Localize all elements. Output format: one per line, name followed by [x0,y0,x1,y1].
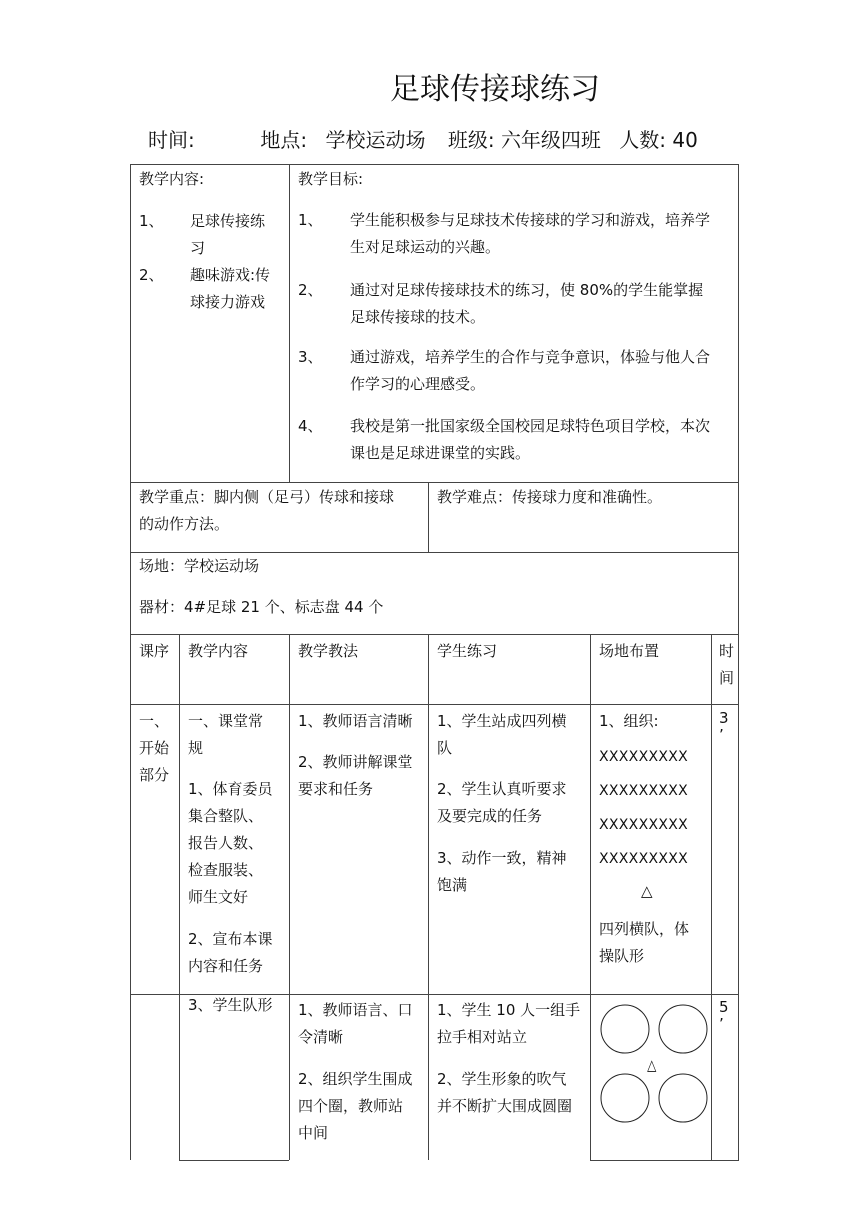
count-label: 人数: [619,128,667,152]
row1-content-9: 内容和任务 [188,957,264,975]
header-practice: 学生练习 [437,642,498,660]
goal-3-num: 3、 [298,348,323,366]
venue: 场地：学校运动场 [139,557,260,575]
row1-practice-5: 3、动作一致，精神 [437,849,567,867]
row1-time-mark: ’ [719,726,724,744]
goal-3-line1: 通过游戏，培养学生的合作与竞争意识，体验与他人合 [350,348,711,366]
formation-row-2: XXXXXXXXX [599,783,689,799]
row2-content: 3、学生队形 [188,996,273,1014]
row2-method-4: 四个圈，教师站 [298,1097,404,1115]
row1-layout-note-1: 四列横队，体 [599,920,690,938]
row2-method-2: 令清晰 [298,1028,344,1046]
row1-content-3: 1、体育委员 [188,780,273,798]
class-label: 班级: [447,128,495,152]
content-label: 教学内容: [139,170,205,188]
goal-2-num: 2、 [298,281,323,299]
goal-2-line2: 足球传接球的技术。 [350,308,486,326]
row1-practice-1: 1、学生站成四列横 [437,712,567,730]
circle-group-3 [601,1074,649,1122]
content-item-2-num: 2、 [139,266,164,284]
goal-4-num: 4、 [298,417,323,435]
row2-time: 5 [719,998,729,1016]
row1-method-1: 1、教师语言清晰 [298,712,413,730]
row1-layout-title: 1、组织: [599,712,659,730]
row1-practice-3: 2、学生认真听要求 [437,780,567,798]
place-value: 学校运动场 [325,128,426,152]
row1-method-2: 2、教师讲解课堂 [298,753,413,771]
goal-4-line2: 课也是足球进课堂的实践。 [350,444,531,462]
header-time-2: 间 [719,669,735,687]
row1-seq-3: 部分 [139,766,170,784]
row2-teacher-triangle-icon: △ [647,1056,657,1074]
header-method: 教学教法 [298,642,359,660]
time-label: 时间: [148,128,195,152]
page-title: 足球传接球练习 [390,72,600,107]
goal-1-line1: 学生能积极参与足球技术传接球的学习和游戏，培养学 [350,211,711,229]
row2-method-3: 2、组织学生围成 [298,1070,413,1088]
row1-content-8: 2、宣布本课 [188,930,273,948]
place-label: 地点: [260,128,308,152]
count-value: 40 [672,128,698,152]
row1-practice-2: 队 [437,739,453,757]
row1-seq-1: 一、 [139,712,170,730]
row2-method-1: 1、教师语言、口 [298,1001,413,1019]
formation-row-4: XXXXXXXXX [599,851,689,867]
goal-2-line1: 通过对足球传接球技术的练习，使 80%的学生能掌握 [350,281,704,299]
row2-practice-2: 拉手相对站立 [437,1028,528,1046]
content-item-1-text: 足球传接练习 [190,212,266,257]
row1-layout-note-2: 操队形 [599,947,645,965]
row1-content-7: 师生文好 [188,888,249,906]
goal-3-line2: 作学习的心理感受。 [350,375,486,393]
goal-1-line2: 生对足球运动的兴趣。 [350,238,501,256]
row1-practice-4: 及要完成的任务 [437,807,543,825]
difficulty: 教学难点：传接球力度和准确性。 [437,488,663,506]
key-point-line1: 教学重点：脚内侧（足弓）传球和接球 [139,488,395,506]
header-seq: 课序 [139,642,170,660]
lesson-meta [148,124,698,153]
circle-group-4 [659,1074,707,1122]
row1-content-6: 检查服装、 [188,861,264,879]
row1-content-5: 报告人数、 [188,834,264,852]
row2-practice-1: 1、学生 10 人一组手 [437,1001,581,1019]
key-point-line2: 的动作方法。 [139,515,230,533]
goal-1-num: 1、 [298,211,323,229]
goals-label: 教学目标: [298,170,364,188]
circle-group-2 [659,1005,707,1053]
formation-row-1: XXXXXXXXX [599,749,689,765]
content-item-2-text: 趣味游戏:传球接力游戏 [190,266,271,311]
goal-4-line1: 我校是第一批国家级全国校园足球特色项目学校，本次 [350,417,711,435]
row1-seq-2: 开始 [139,739,170,757]
header-content: 教学内容 [188,642,249,660]
circle-group-1 [601,1005,649,1053]
row1-method-3: 要求和任务 [298,780,374,798]
row2-practice-3: 2、学生形象的吹气 [437,1070,567,1088]
row1-time: 3 [719,709,729,727]
row1-content-4: 集合整队、 [188,807,264,825]
class-value: 六年级四班 [500,128,601,152]
row1-content-1: 一、课堂常 [188,712,264,730]
row1-content-2: 规 [188,739,204,757]
content-item-1-num: 1、 [139,212,164,230]
row2-time-mark: ’ [719,1015,724,1033]
equipment: 器材：4#足球 21 个、标志盘 44 个 [139,598,384,616]
header-layout: 场地布置 [599,642,660,660]
header-time-1: 时 [719,642,735,660]
row2-method-5: 中间 [298,1124,329,1142]
row2-practice-4: 并不断扩大围成圆圈 [437,1097,573,1115]
teacher-triangle-icon: △ [641,882,653,900]
formation-row-3: XXXXXXXXX [599,817,689,833]
row1-practice-6: 饱满 [437,876,468,894]
